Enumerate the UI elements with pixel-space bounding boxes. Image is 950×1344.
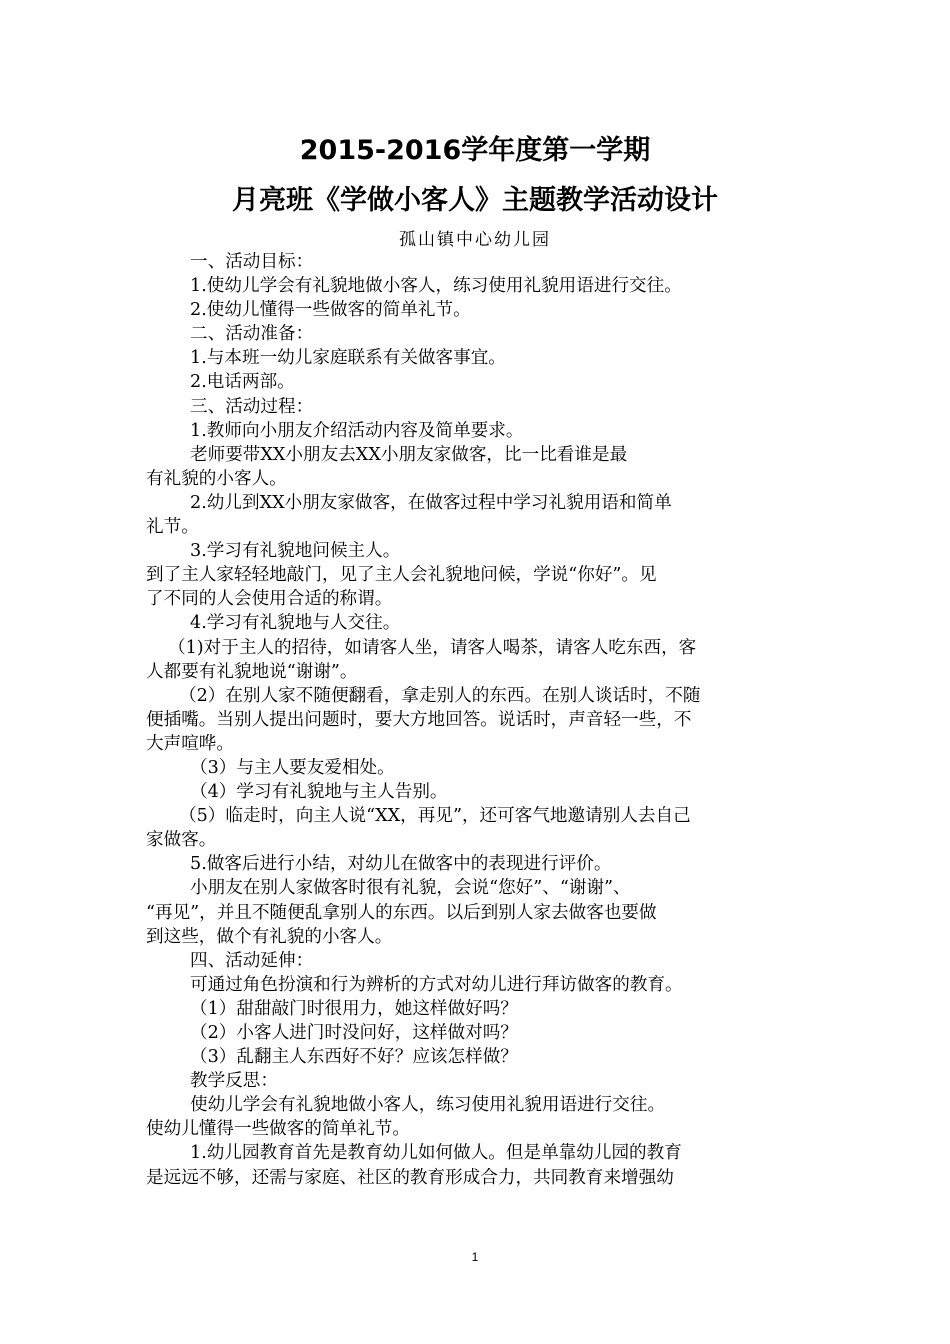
text-line: 1.教师向小朋友介绍活动内容及简单要求。 [190, 420, 524, 441]
text-line: 到了主人家轻轻地敲门，见了主人会礼貌地问候，学说“你好”。见 [146, 565, 657, 586]
text-line: 可通过角色扮演和行为辨析的方式对幼儿进行拜访做客的教育。 [190, 974, 683, 995]
text-line: 到这些，做个有礼貌的小客人。 [146, 926, 393, 947]
text-line: 教学反思： [190, 1071, 278, 1092]
text-line: 2.电话两部。 [190, 372, 295, 393]
text-line: 有礼貌的小客人。 [146, 468, 287, 489]
text-line: （2）小客人进门时没问好，这样做对吗？ [190, 1023, 518, 1043]
text-line: 3.学习有礼貌地问候主人。 [190, 541, 401, 562]
text-line: 了不同的人会使用合适的称谓。 [146, 589, 393, 610]
text-line: （1)对于主人的招待，如请客人坐，请客人喝茶，请客人吃东西，客 [168, 637, 697, 658]
text-line: 小朋友在别人家做客时很有礼貌，会说“您好”、“谢谢”、 [190, 878, 631, 899]
text-line: 一、活动目标： [190, 252, 314, 272]
text-line: 1.幼儿园教育首先是教育幼儿如何做人。但是单靠幼儿园的教育 [190, 1143, 682, 1164]
text-line: 2.幼儿到XX小朋友家做客，在做客过程中学习礼貌用语和简单 [190, 492, 672, 513]
text-line: （4）学习有礼貌地与主人告别。 [190, 782, 448, 803]
text-line: 2.使幼儿懂得一些做客的简单礼节。 [190, 300, 471, 321]
text-line: 使幼儿学会有礼貌地做小客人，练习使用礼貌用语进行交往。 [190, 1095, 666, 1116]
text-line: （3）乱翻主人东西好不好？应该怎样做？ [190, 1047, 518, 1068]
text-line: 5.做客后进行小结，对幼儿在做客中的表现进行评价。 [190, 854, 612, 875]
text-line: 礼节。 [146, 517, 199, 538]
text-line: 大声喧哗。 [146, 733, 234, 754]
text-line: 四、活动延伸： [190, 950, 314, 971]
title-line-2: 月亮班《学做小客人》主题教学活动设计 [232, 185, 718, 216]
text-line: 1.使幼儿学会有礼貌地做小客人，练习使用礼貌用语进行交往。 [190, 276, 682, 297]
text-line: 二、活动准备： [190, 324, 314, 345]
text-line: 三、活动过程： [190, 396, 314, 417]
page-number: 1 [471, 1250, 479, 1264]
text-line: （1）甜甜敲门时很用力，她这样做好吗？ [190, 998, 518, 1019]
text-line: （5）临走时，向主人说“XX，再见”，还可客气地邀请别人去自己 [179, 806, 691, 827]
text-line: 老师要带XX小朋友去XX小朋友家做客，比一比看谁是最 [190, 444, 628, 465]
text-line: 人都要有礼貌地说“谢谢”。 [146, 661, 358, 682]
text-line: 便插嘴。当别人提出问题时，要大方地回答。说话时，声音轻一些，不 [146, 709, 692, 730]
text-line: 家做客。 [146, 830, 217, 851]
text-line: 使幼儿懂得一些做客的简单礼节。 [146, 1119, 410, 1140]
school-name: 孤山镇中心幼儿园 [399, 230, 551, 250]
text-line: “再见”，并且不随便乱拿别人的东西。以后到别人家去做客也要做 [146, 902, 657, 923]
text-line: 是远远不够，还需与家庭、社区的教育形成合力，共同教育来增强幼 [146, 1167, 674, 1188]
title-line-1: 2015-2016学年度第一学期 [299, 135, 651, 166]
text-line: 4.学习有礼貌地与人交往。 [190, 613, 401, 634]
document-body [146, 250, 816, 1190]
text-line: （3）与主人要友爱相处。 [190, 757, 395, 778]
text-line: （2）在别人家不随便翻看，拿走别人的东西。在别人谈话时，不随 [179, 685, 701, 706]
text-line: 1.与本班一幼儿家庭联系有关做客事宜。 [190, 348, 506, 369]
